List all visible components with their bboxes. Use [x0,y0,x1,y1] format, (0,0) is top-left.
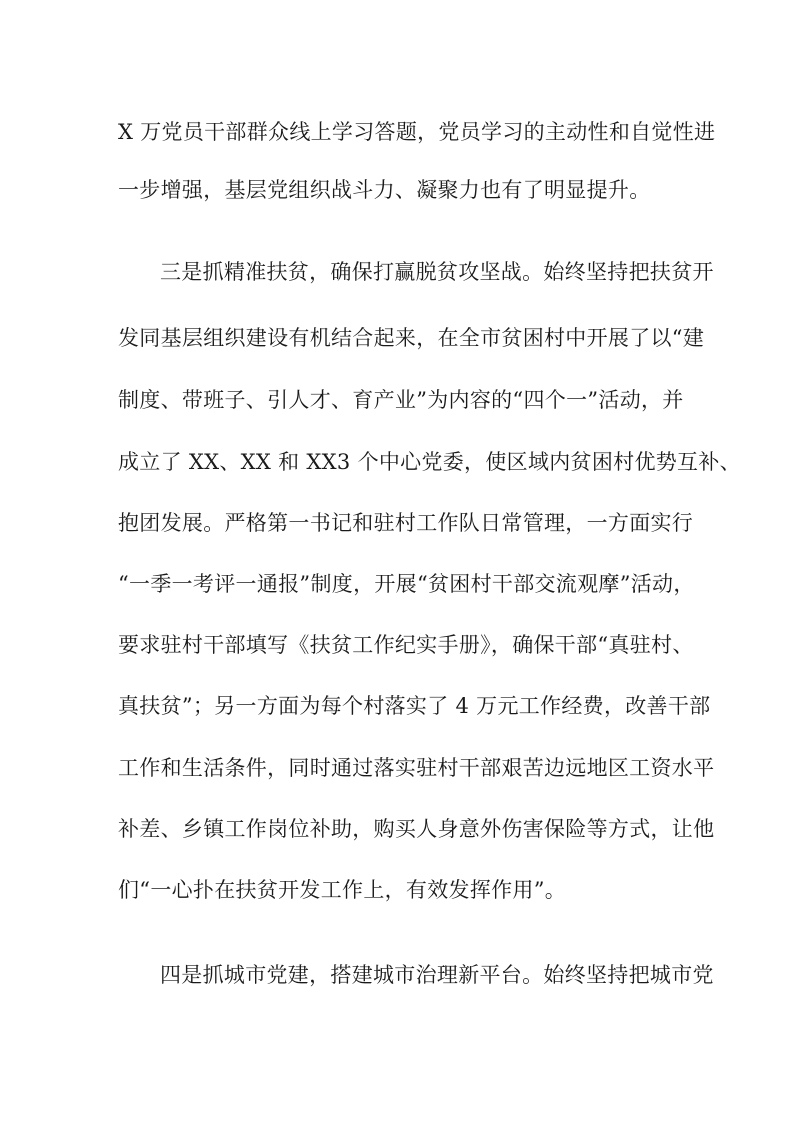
text-line: 补差、乡镇工作岗位补助，购买人身意外伤害保险等方式，让他 [118,817,715,841]
text-line: X 万党员干部群众线上学习答题，党员学习的主动性和自觉性进 [118,120,716,144]
paragraph-start-line: 四是抓城市党建，搭建城市治理新平台。始终坚持把城市党 [160,963,714,987]
text-line: 制度、带班子、引人才、育产业”为内容的“四个一”活动，并 [118,388,684,412]
text-line: “一季一考评一通报”制度，开展“贫困村干部交流观摩”活动， [118,572,695,596]
text-line: 们“一心扑在扶贫开发工作上，有效发挥作用”。 [118,878,567,902]
text-line: 真扶贫”；另一方面为每个村落实了 4 万元工作经费，改善干部 [118,694,711,718]
text-line: 发同基层组织建设有机结合起来，在全市贫困村中开展了以“建 [118,326,705,350]
text-line: 一步增强，基层党组织战斗力、凝聚力也有了明显提升。 [118,178,651,202]
text-line: 成立了 XX、XX 和 XX3 个中心党委，使区域内贫困村优势互补、 [118,450,741,474]
text-line: 工作和生活条件，同时通过落实驻村干部艰苦边远地区工资水平 [118,756,715,780]
text-line: 抱团发展。严格第一书记和驻村工作队日常管理，一方面实行 [118,511,694,535]
text-line: 要求驻村干部填写《扶贫工作纪实手册》，确保干部“真驻村、 [118,633,694,657]
paragraph-start-line: 三是抓精准扶贫，确保打赢脱贫攻坚战。始终坚持把扶贫开 [160,260,714,284]
